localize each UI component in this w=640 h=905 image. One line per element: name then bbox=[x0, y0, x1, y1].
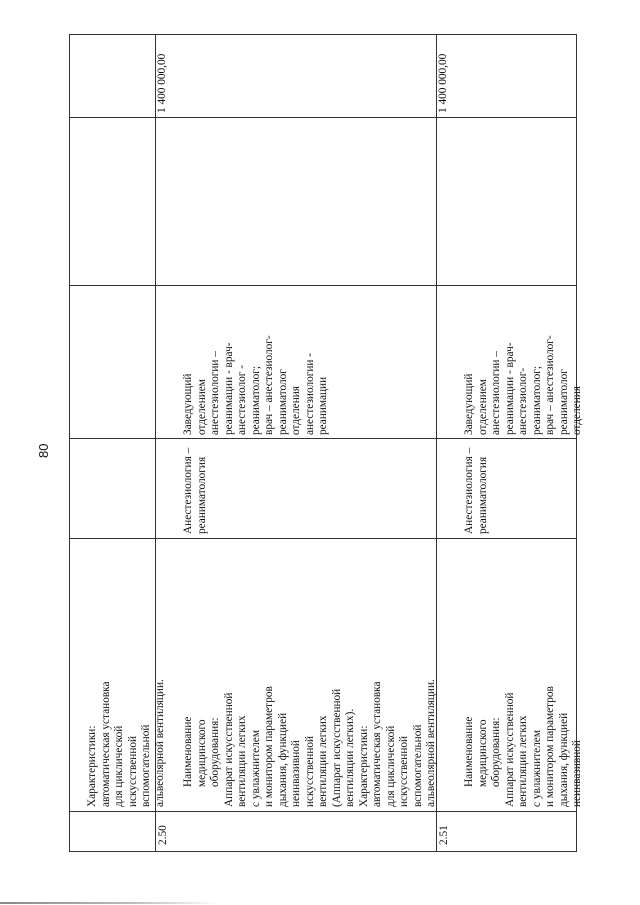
text-line: альвеолярной вентиляции. bbox=[153, 679, 166, 807]
page-number: 80 bbox=[36, 443, 51, 458]
text-line: (Аппарат искусственной bbox=[330, 688, 343, 807]
text-line: искусственной bbox=[303, 735, 316, 807]
text-line: оборудования: bbox=[209, 717, 221, 787]
col-divider-price bbox=[70, 117, 576, 118]
text-line: реаниматолог bbox=[557, 369, 570, 435]
text-line: и монитором параметров bbox=[263, 686, 275, 807]
text-line: вспомогательной bbox=[411, 724, 424, 807]
col-divider-name bbox=[70, 811, 576, 812]
text-line: Анестезиология – bbox=[182, 447, 194, 534]
text-line: неинвазивной bbox=[571, 740, 583, 807]
text-line: с увлажнителем bbox=[530, 730, 543, 807]
text-line: искусственной bbox=[126, 735, 139, 807]
col-divider-specialty bbox=[70, 538, 576, 539]
row-2-specialty bbox=[436, 448, 504, 534]
text-line: неинвазивной bbox=[290, 740, 302, 807]
text-line: оборудования: bbox=[490, 717, 502, 787]
row-1-name bbox=[155, 679, 452, 807]
col-divider-empty bbox=[70, 285, 576, 286]
text-line: медицинского bbox=[476, 719, 489, 787]
row-0-price: 1 400 000,00 bbox=[156, 53, 168, 113]
text-line: реаниматолог; bbox=[530, 365, 543, 435]
text-line: реаниматолог; bbox=[249, 365, 262, 435]
text-line: анестезиолог- bbox=[517, 367, 529, 435]
row-2-positions bbox=[436, 335, 598, 435]
text-line: дыхания, функцией bbox=[557, 712, 570, 807]
col-divider-positions bbox=[70, 438, 576, 439]
text-line: врач – анестезиолог- bbox=[263, 335, 275, 435]
row-1-positions bbox=[155, 335, 344, 435]
text-line: реанимации - врач- bbox=[222, 342, 235, 435]
text-line: анестезиолог - bbox=[236, 365, 248, 435]
text-line: Характеристики: bbox=[86, 725, 98, 807]
text-line: Наименование bbox=[182, 716, 194, 787]
text-line: автоматическая установка bbox=[99, 681, 112, 807]
text-line: Аппарат искусственной bbox=[503, 692, 516, 807]
scan-artifact bbox=[0, 902, 220, 904]
text-line: реаниматология bbox=[195, 456, 208, 534]
text-line: вентиляции легких bbox=[236, 715, 248, 807]
text-line: и монитором параметров bbox=[544, 686, 556, 807]
text-line: реанимации - врач- bbox=[503, 342, 516, 435]
row-1-price: 1 400 000,00 bbox=[437, 53, 449, 113]
text-line: врач – анестезиолог- bbox=[544, 335, 556, 435]
text-line: альвеолярной вентиляции. bbox=[425, 679, 437, 807]
text-line: с увлажнителем bbox=[249, 730, 262, 807]
row-2-name bbox=[436, 686, 598, 807]
text-line: анестезиологии – bbox=[490, 351, 502, 435]
text-line: Наименование bbox=[463, 716, 475, 787]
text-line: искусственной bbox=[398, 735, 410, 807]
text-line: медицинского bbox=[195, 719, 208, 787]
text-line: анестезиологии – bbox=[209, 351, 221, 435]
text-line: отделения bbox=[571, 386, 583, 435]
text-line: вспомогательной bbox=[140, 724, 152, 807]
text-line: реаниматолог bbox=[276, 369, 289, 435]
text-line: Заведующий bbox=[182, 373, 194, 435]
text-line: отделением bbox=[476, 379, 489, 435]
text-line: Аппарат искусственной bbox=[222, 692, 235, 807]
text-line: вентиляции легких bbox=[317, 715, 329, 807]
row-2-number: 2.51 bbox=[438, 825, 450, 845]
text-line: дыхания, функцией bbox=[276, 712, 289, 807]
text-line: отделения bbox=[290, 386, 302, 435]
row-1-number: 2.50 bbox=[157, 825, 169, 845]
text-line: вентиляции легких). bbox=[344, 708, 356, 807]
text-line: отделением bbox=[195, 379, 208, 435]
text-line: для циклической bbox=[113, 725, 125, 807]
row-1-specialty bbox=[155, 448, 223, 534]
text-line: вентиляции легких bbox=[517, 715, 529, 807]
text-line: для циклической bbox=[384, 725, 397, 807]
text-line: реанимации bbox=[317, 376, 329, 435]
text-line: Заведующий bbox=[463, 373, 475, 435]
text-line: анестезиологии - bbox=[303, 352, 316, 435]
text-line: Характеристики: bbox=[357, 725, 370, 807]
text-line: реаниматология bbox=[476, 456, 489, 534]
text-line: Анестезиология – bbox=[463, 447, 475, 534]
text-line: автоматическая установка bbox=[371, 681, 383, 807]
